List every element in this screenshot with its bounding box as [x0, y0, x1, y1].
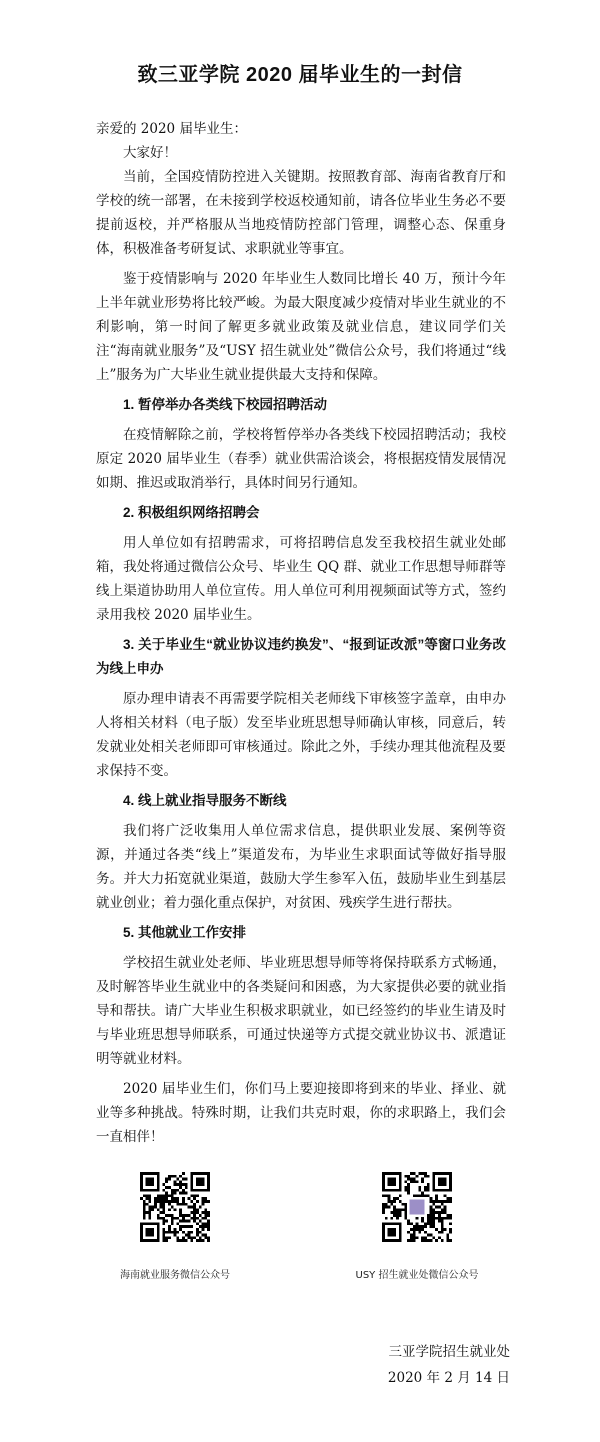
signature-date: 2020 年 2 月 14 日: [387, 1370, 510, 1386]
closing-paragraph: 2020 届毕业生们，你们马上要迎接即将到来的毕业、择业、就业等多种挑战。特殊时期，让我们共克时艰，你的求职路上，我们会一直相伴！: [96, 1081, 506, 1145]
qr-code-icon[interactable]: [382, 1172, 452, 1242]
qr-caption-hainan: 海南就业服务微信公众号: [120, 1270, 230, 1281]
letter-body: [96, 117, 506, 1155]
section-text-3: 原办理申请表不再需要学院相关老师线下审核签字盖章，由申办人将相关材料（电子版）发至毕业班思想导师确认审核，同意后，转发就业处相关老师即可审核通过。除此之外，手续办理其他流程及要求保持不变。: [96, 691, 506, 779]
section-heading-2: 2. 积极组织网络招聘会: [123, 505, 260, 520]
page-title: 致三亚学院 2020 届毕业生的一封信: [137, 64, 463, 86]
qr-code-graphic-usy: [382, 1172, 452, 1242]
salutation: 亲爱的 2020 届毕业生：: [96, 121, 247, 137]
section-text-5: 学校招生就业处老师、毕业班思想导师等将保持联系方式畅通，及时解答毕业生就业中的各类疑问和困惑，为大家提供必要的就业指导和帮扶。请广大毕业生积极求职就业，如已经签约的毕业生请及时与毕业班思想导师联系，可通过快递等方式提交就业协议书、派遣证明等就业材料。: [96, 955, 506, 1067]
qr-code-graphic-hainan: [140, 1172, 210, 1242]
section-heading-5: 5. 其他就业工作安排: [123, 925, 247, 940]
greeting: 大家好！: [123, 145, 177, 161]
section-heading-1: 1. 暂停举办各类线下校园招聘活动: [123, 397, 328, 412]
section-heading-3: 3. 关于毕业生“就业协议违约换发”、“报到证改派”等窗口业务改为线上申办: [96, 637, 506, 676]
paragraph-situation: 鉴于疫情影响与 2020 年毕业生人数同比增长 40 万，预计今年上半年就业形势将比较严峻。为最大限度减少疫情对毕业生就业的不利影响，第一时间了解更多就业政策及就业信息，建议同学们关注“海南就业服务”及“USY 招生就业处”微信公众号，我们将通过“线上”服务为广大毕业生就业提供最大支持和保障。: [96, 271, 506, 383]
qr-code-icon[interactable]: [140, 1172, 210, 1242]
section-heading-4: 4. 线上就业指导服务不断线: [123, 793, 287, 808]
section-text-4: 我们将广泛收集用人单位需求信息，提供职业发展、案例等资源，并通过各类“线上”渠道发布，为毕业生求职面试等做好指导服务。并大力拓宽就业渠道，鼓励大学生参军入伍，鼓励毕业生到基层就业创业；着力强化重点保护，对贫困、残疾学生进行帮扶。: [96, 823, 506, 911]
qr-caption-usy: USY 招生就业处微信公众号: [355, 1270, 479, 1281]
section-text-1: 在疫情解除之前，学校将暂停举办各类线下校园招聘活动；我校原定 2020 届毕业生（春季）就业供需洽谈会，将根据疫情发展情况如期、推迟或取消举行，具体时间另行通知。: [96, 427, 506, 491]
section-text-2: 用人单位如有招聘需求，可将招聘信息发至我校招生就业处邮箱，我处将通过微信公众号、毕业生 QQ 群、就业工作思想导师群等线上渠道协助用人单位宣传。用人单位可利用视频面试等方式，签约录用我校 2020 届毕业生。: [96, 535, 506, 623]
paragraph-intro: 当前，全国疫情防控进入关键期。按照教育部、海南省教育厅和学校的统一部署，在未接到学校返校通知前，请各位毕业生务必不要提前返校，并严格服从当地疫情防控部门管理，调整心态、保重身体，积极准备考研复试、求职就业等事宜。: [96, 169, 506, 257]
signature-org: 三亚学院招生就业处: [388, 1344, 510, 1360]
